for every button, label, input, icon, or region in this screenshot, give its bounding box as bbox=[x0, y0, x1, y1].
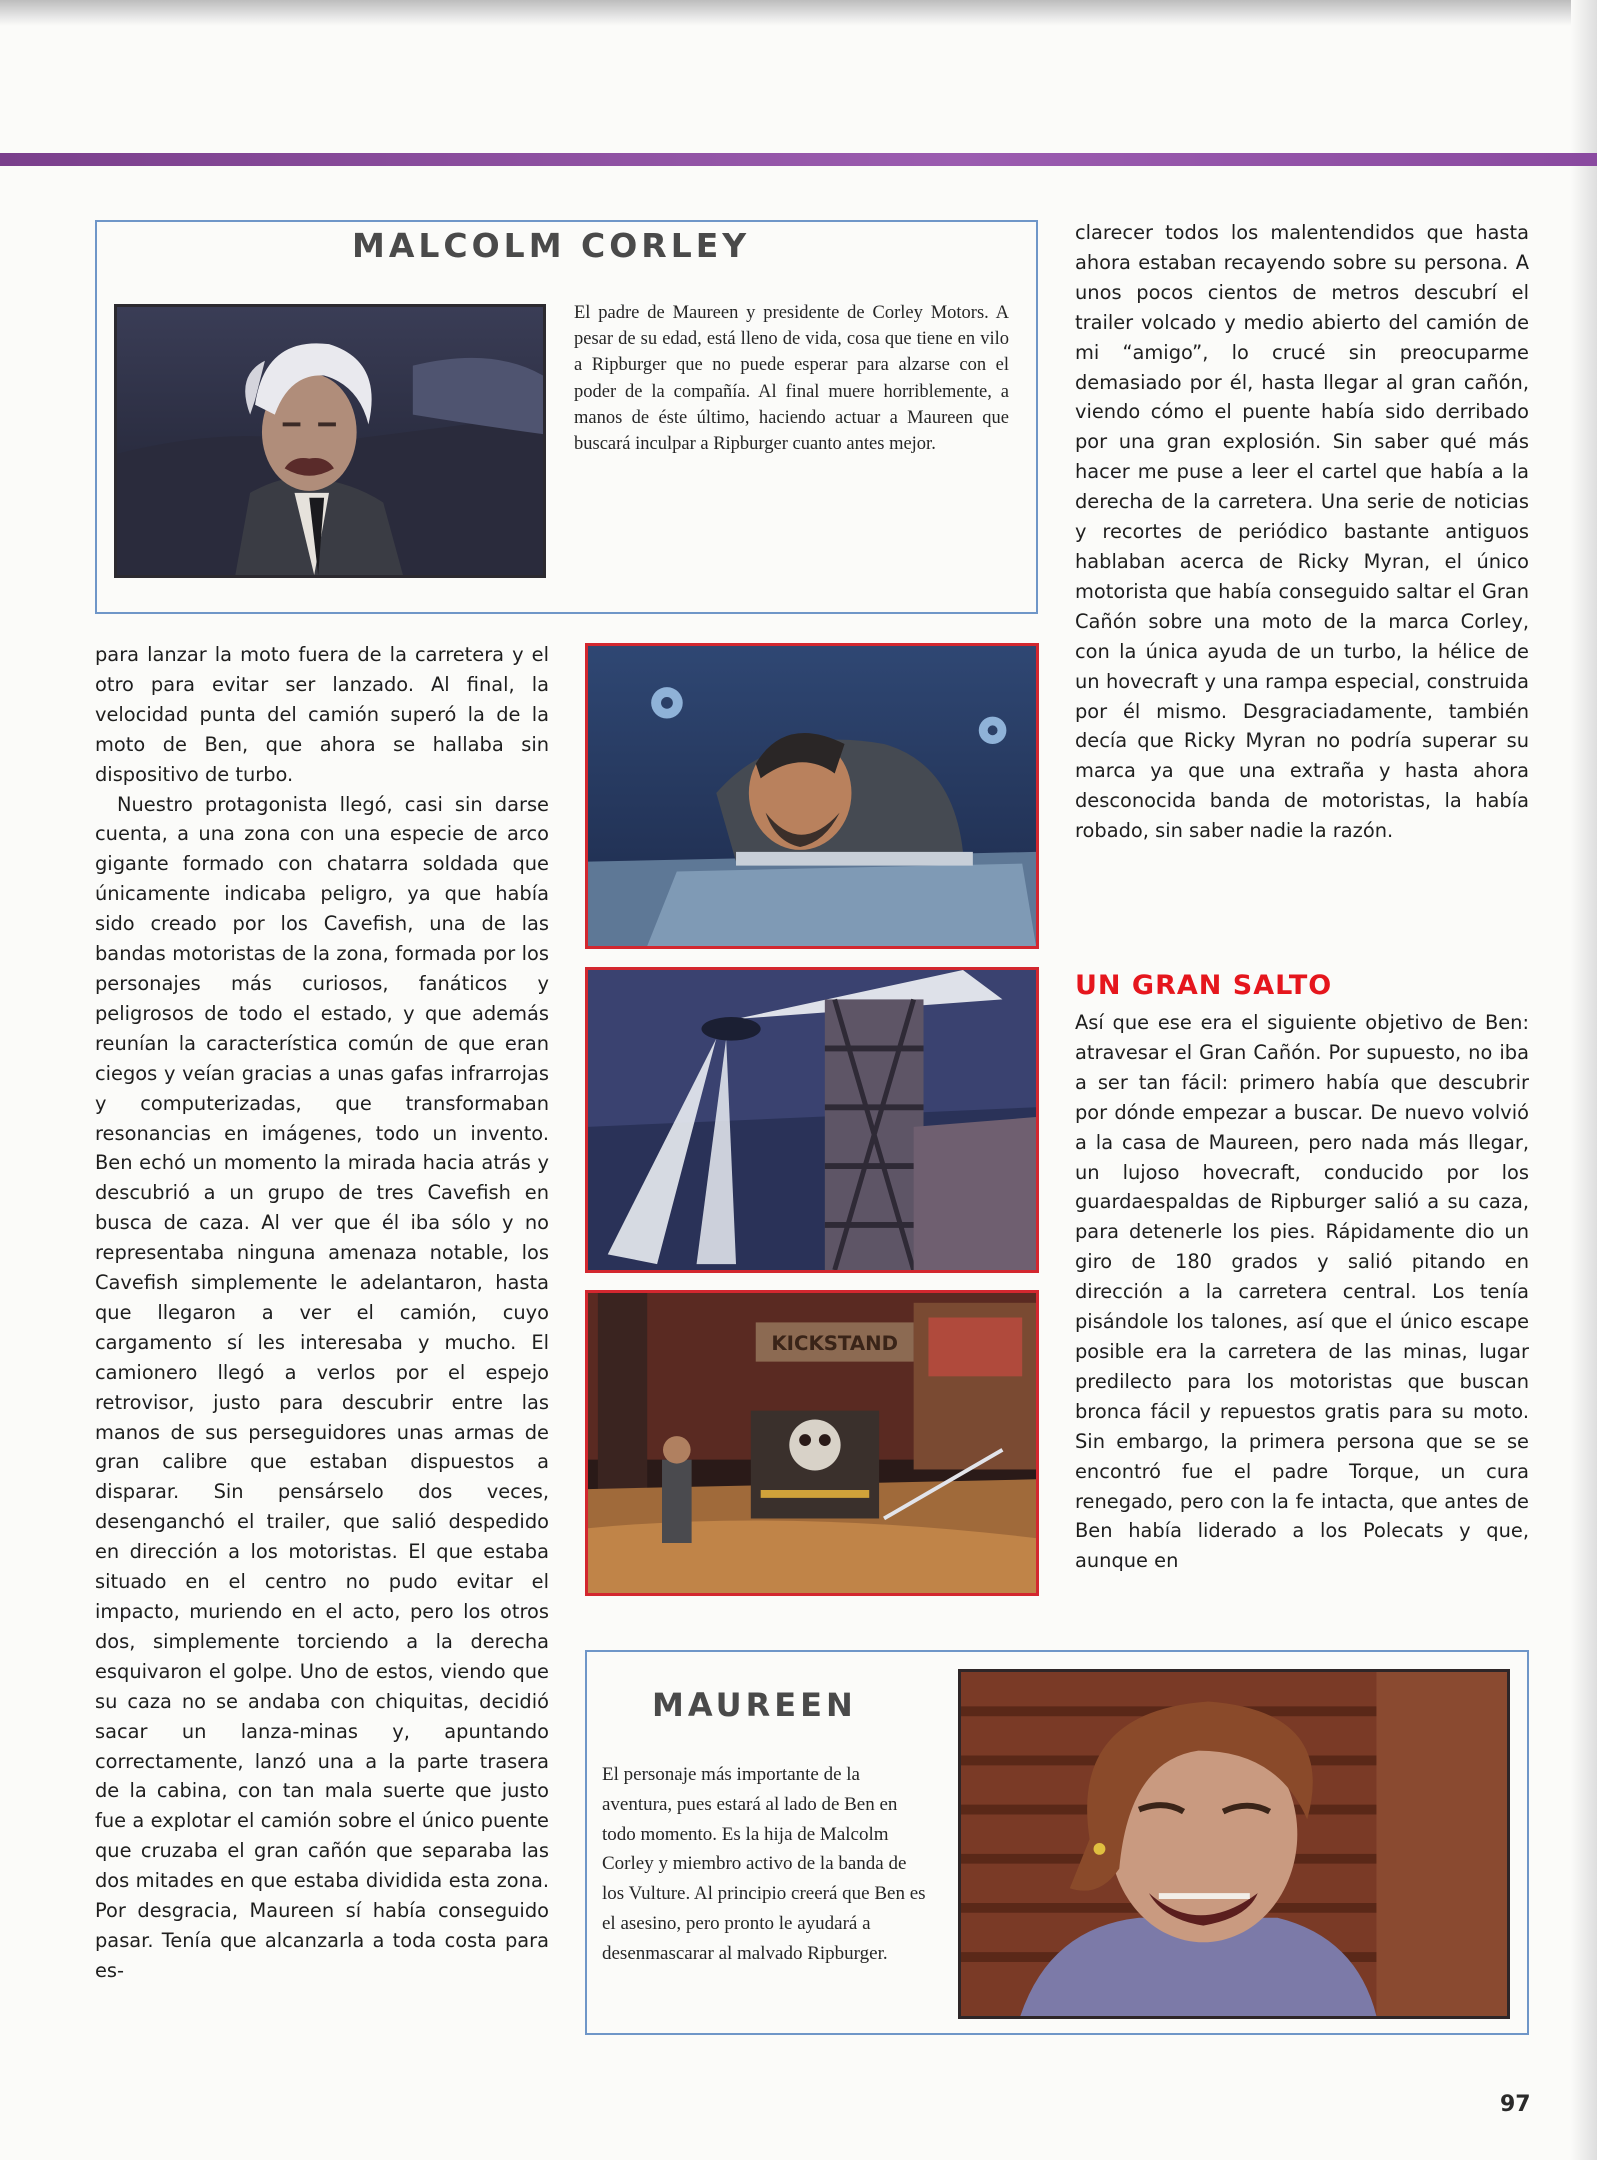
page-number: 97 bbox=[1500, 2092, 1531, 2117]
maureen-box-title: MAUREEN bbox=[652, 1686, 857, 1724]
malcolm-corley-box bbox=[95, 220, 1038, 614]
maureen-portrait bbox=[958, 1669, 1510, 2019]
right-paragraph-1: clarecer todos los malentendidos que hasta ahora estaban recayendo sobre su persona. A unos pocos cientos de metros descubrí el trailer volcado y medio abierto del camión de mi “amigo”, lo crucé sin preocuparme demasiado por él, hasta llegar al gran cañón, viendo cómo el puente había sido derribado por una gran explosión. Sin saber qué más hacer me puse a leer el cartel que había a la derecha de la carretera. Una serie de noticias y recortes de periódico bastante antiguos hablaban acerca de Ricky Myran, el único motorista que había conseguido saltar el Gran Cañón sobre una moto de la marca Corley, con la única ayuda de un turbo, la hélice de un hovecraft y una rampa especial, construida por él mismo. Desgraciadamente, también decía que Ricky Myran no podría superar su marca ya que una extraña y hasta ahora desconocida banda de motoristas, la había robado, sin saber nadie la razón. bbox=[1075, 221, 1529, 843]
right-column bbox=[1075, 218, 1529, 846]
page-top-shadow bbox=[0, 0, 1597, 26]
screenshot-trucker bbox=[585, 643, 1039, 949]
bar-sign-text: KICKSTAND bbox=[771, 1331, 899, 1355]
left-paragraph-2: Nuestro protagonista llegó, casi sin darse cuenta, a una zona con una especie de arco gigante formado con chatarra soldada que únicamente indicaba peligro, ya que había sido creado por los Cavefish, una de las bandas motoristas de la zona, formada por los personajes más curiosos, fanáticos y peligrosos de todo el estado, y que además reunían la característica común de que eran ciegos y veían gracias a unas gafas infrarrojas y computerizadas, que transformaban resonancias en imágenes, todo un invento. Ben echó un momento la mirada hacia atrás y descubrió a un grupo de tres Cavefish en busca de caza. Al ver que él iba sólo y no representaba ninguna amenaza notable, los Cavefish simplemente le adelantaron, hasta que llegaron a ver el camión, cuyo cargamento sí les interesaba y mucho. El camionero llegó a verlos por el espejo retrovisor, justo para descubrir entre las manos de sus perseguidores unas armas de gran calibre que estaban dispuestos a disparar. Sin pensárselo dos veces, desenganchó el trailer, que salió despedido en dirección a los motoristas. El que estaba situado en el centro no pudo evitar el impacto, muriendo en el acto, pero los otros dos, simplemente torciendo a la derecha esquivaron el golpe. Uno de estos, viendo que su caza no se andaba con chiquitas, decidió sacar un lanza-minas y, apuntando correctamente, lanzó una a la parte trasera de la cabina, con tan mala suerte que justo fue a explotar el camión sobre el único puente que cruzaba el gran cañón que separaba las dos mitades en que estaba dividida esta zona. Por desgracia, Maureen sí había conseguido pasar. Tenía que alcanzarla a toda costa para es- bbox=[95, 792, 549, 1982]
malcolm-box-text: El padre de Maureen y presidente de Corley Motors. A pesar de su edad, está lleno de vida, cosa que tiene en vilo a Ripburger que no puede esperar para alzarse con el poder de la compañía. Al final muere horriblemente, a manos de éste último, haciendo actuar a Maureen que buscará inculpar a Ripburger cuanto antes mejor. bbox=[574, 303, 1009, 455]
malcolm-box-title: MALCOLM CORLEY bbox=[352, 226, 751, 265]
section-heading-gran-salto: UN GRAN SALTO bbox=[1075, 970, 1333, 1001]
screenshot-hovercraft bbox=[585, 967, 1039, 1273]
maureen-box-text: El personaje más importante de la aventura, pues estará al lado de Ben en todo momento. Es la hija de Malcolm Corley y miembro activo de la banda de los Vulture. Al principio creerá que Ben es el asesino, pero pronto le ayudará a desenmascarar al malvado Ripburger. bbox=[602, 1764, 926, 1964]
malcolm-corley-portrait bbox=[114, 304, 546, 578]
maureen-box bbox=[585, 1650, 1529, 2035]
hovercraft-art bbox=[588, 970, 1036, 1270]
maureen-portrait-art bbox=[961, 1672, 1507, 2016]
header-rule bbox=[0, 153, 1597, 166]
page-right-shadow bbox=[1571, 0, 1597, 2160]
malcolm-portrait-art bbox=[117, 307, 543, 575]
left-paragraph-1: para lanzar la moto fuera de la carretera y el otro para evitar ser lanzado. Al final, la velocidad punta del camión superó la de la moto de Ben, que ahora se hallaba sin dispositivo de turbo. bbox=[95, 643, 549, 786]
right-column-continued bbox=[1075, 1008, 1529, 1576]
kickstand-bar-art bbox=[588, 1293, 1036, 1593]
screenshot-kickstand-bar bbox=[585, 1290, 1039, 1596]
trucker-art bbox=[588, 646, 1036, 946]
left-column bbox=[95, 640, 549, 1986]
right-paragraph-2: Así que ese era el siguiente objetivo de Ben: atravesar el Gran Cañón. Por supuesto, no iba a ser tan fácil: primero había que descubrir por dónde empezar a buscar. De nuevo volvió a la casa de Maureen, pero nada más llegar, un lujoso hovecraft, conducido por los guardaespaldas de Ripburger salió a su caza, para detenerle los pies. Rápidamente dio un giro de 180 grados y salió pitando en dirección a la carretera central. Los tenía pisándole los talones, así que el único escape posible era la carretera de las minas, lugar predilecto para los motoristas que buscan bronca fácil y repuestos gratis para su moto. Sin embargo, la primera persona que se se encontró fue el padre Torque, un cura renegado, pero con la fe intacta, que antes de Ben había liderado a los Polecats y que, aunque en bbox=[1075, 1011, 1529, 1573]
